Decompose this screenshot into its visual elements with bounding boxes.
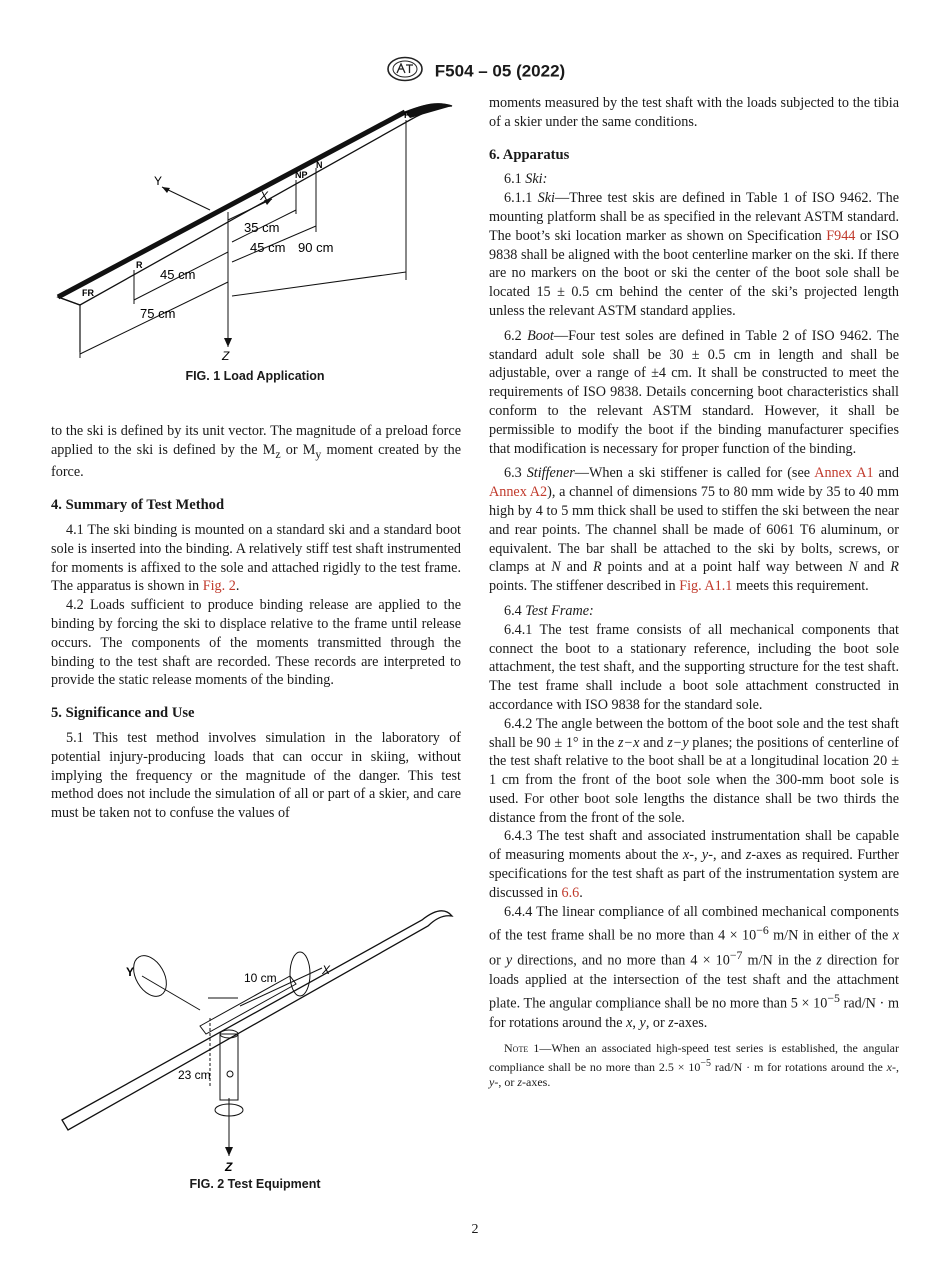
fig2-z-axis-label: Z: [225, 1160, 233, 1174]
paragraph-6-4-1: 6.4.1 The test frame consists of all mechanical components that connect the boot to a stationary reference, including the boot sole attachment, the test shaft, and the supporting structure for the test shaft. The test frame shall include a boot sole attachment constructed in accordance with ISO 9838 for the standard sole.: [489, 621, 899, 713]
section-6-heading: 6. Apparatus: [489, 146, 570, 163]
section-6-6-link[interactable]: 6.6: [561, 884, 580, 901]
figure-1-load-application: [50, 92, 470, 372]
fig1-point-n: N: [316, 160, 323, 170]
fig2-dim-23cm: 23 cm: [178, 1068, 211, 1082]
fig1-z-axis-label: Z: [222, 349, 230, 363]
page-number: 2: [471, 1222, 479, 1237]
paragraph-3-continued: to the ski is defined by its unit vector. The magnitude of a preload force applied to the ski is defined by the $M_z$ or $M_y$ moment created by the force.: [51, 423, 462, 481]
left-column-text: [51, 422, 461, 823]
fig1-y-axis-label: Y: [154, 174, 163, 188]
paragraph-6-1-1: 6.1.1 Ski—Three test skis are defined in Table 1 of ISO 9462. The mounting platform shall be as specified in the relevant ASTM standard. The boot’s ski location marker as shown on Specification F944 or ISO 9838 shall be aligned with the boot centerline marker on the ski. If there are no markers on the boot or ski the center of the boot sole shall be located 15 ± 0.5 cm behind the center of the ski’s projected length unless the relevant ASTM standard applies.: [489, 190, 900, 319]
paragraph-6-2: 6.2 Boot—Four test soles are defined in Table 2 of ISO 9462. The standard adult sole shall be 30 ± 0.5 cm in length and shall be adjustable, over a range of ±4 cm. It shall be constructed to meet the requirements of ISO 9838. Details concerning boot characteristics shall conform to the relevant ASTM standard. However, it shall be permissible to modify the boot if the binding manufacturer specifies that modification is necessary for proper function of the binding.: [489, 327, 900, 457]
paragraph-6-4-4: 6.4.4 The linear compliance of all combined mechanical components of the test frame shall be no more than $4 \times 10^{-6}$ m/N in either of the x or y directions, and no more than $4 \times 10^{-7}$ m/N in the z direction for loads applied at the intersection of the test shaft and the attachment plate. The angular compliance shall be no more than $5 \times 10^{-5}$ rad/N · m for rotations around the x, y, or z-axes.: [489, 903, 900, 1031]
fig1-point-f: F: [404, 110, 410, 120]
paragraph-5-1-continued: moments measured by the test shaft with the loads subjected to the tibia of a skier under the same conditions.: [489, 95, 899, 130]
standard-designation: F504 – 05 (2022): [434, 61, 566, 81]
fig-a1-1-link[interactable]: Fig. A1.1: [679, 578, 733, 595]
fig1-dim-90cm: 90 cm: [298, 240, 334, 255]
fig1-point-np: NP: [295, 170, 308, 180]
fig2-x-axis-label: X: [322, 963, 331, 977]
paragraph-6-1: 6.1 Ski:: [504, 171, 548, 188]
fig1-dim-45cm-a: 45 cm: [250, 240, 286, 255]
paragraph-5-1: 5.1 This test method involves simulation in the laboratory of potential injury-producing loads that can occur in skiing, without implying the frequency or the magnitude of the danger. This test method does not include the simulation of all or part of a skier, and care must be taken not to confuse the values of: [51, 729, 461, 822]
figure-2-caption: FIG. 2 Test Equipment: [189, 1177, 321, 1191]
fig1-x-axis-label: X: [260, 189, 269, 203]
fig1-point-r: R: [136, 260, 143, 270]
fig-2-link[interactable]: Fig. 2: [202, 578, 236, 595]
paragraph-6-3: 6.3 Stiffener—When a ski stiffener is called for (see Annex A1 and Annex A2), a channel of dimensions 75 to 80 mm wide by 35 to 40 mm high by 4 to 5 mm thick shall be used to stiffen the ski between the near and rear points. The channel shall be made of 6061 T6 aluminum, or equivalent. The bar shall be attached to the ski by bolts, screws, or clamps at N and R points and at a point half way between N and R points. The stiffener described in Fig. A1.1 meets this requirement.: [489, 465, 899, 595]
figure-2-test-equipment: [50, 898, 470, 1178]
paragraph-4-2: 4.2 Loads sufficient to produce binding release are applied to the binding by forcing the ski to displace relative to the frame until release occurs. The components of the moments transmitted through the binding to the test shaft are recorded. These records are interpreted to provide the static release moments of the binding.: [51, 597, 461, 689]
fig1-dim-45cm-b: 45 cm: [160, 267, 196, 282]
fig1-point-fr: FR: [82, 288, 94, 298]
section-4-heading: 4. Summary of Test Method: [51, 497, 225, 514]
annex-a1-link[interactable]: Annex A1: [814, 465, 874, 482]
section-5-heading: 5. Significance and Use: [51, 705, 195, 722]
note-1: Note 1—When an associated high-speed test series is established, the angular compliance shall be no more than $2.5 \times 10^{-5}$ rad/N · m for rotations around the x-, y-, or z-axes.: [489, 1040, 899, 1089]
fig2-dim-10cm: 10 cm: [244, 971, 277, 985]
page-header: [0, 56, 950, 87]
paragraph-6-4: 6.4 Test Frame:: [504, 602, 594, 619]
figure-1-caption: FIG. 1 Load Application: [185, 369, 325, 383]
f944-link[interactable]: F944: [826, 227, 856, 244]
right-column-text: [489, 94, 899, 1090]
paragraph-6-4-3: 6.4.3 The test shaft and associated instrumentation shall be capable of measuring moments about the x-, y-, and z-axes as required. Further specifications for the test shaft as part of the instrumentation system are discussed in 6.6.: [489, 828, 899, 901]
fig1-dim-35cm: 35 cm: [244, 220, 280, 235]
paragraph-4-1: 4.1 The ski binding is mounted on a standard ski and a standard boot sole is inserted into the binding. A relatively stiff test shaft instrumented for moments is affixed to the sole and attached rigidly to the test frame. The apparatus is shown in Fig. 2.: [51, 522, 461, 595]
annex-a2-link[interactable]: Annex A2: [489, 484, 548, 501]
fig1-dim-75cm: 75 cm: [140, 306, 176, 321]
fig2-y-axis-label: Y: [126, 965, 135, 979]
paragraph-6-4-2: 6.4.2 The angle between the bottom of the boot sole and the test shaft shall be 90 ± 1° in the z−x and z−y planes; the positions of centerline of the test shaft relative to the boot shall be at a longitudinal location 20 ± 1 cm from the front of the boot sole when the 300-mm boot sole is used. For other boot sole lengths the distance shall be two thirds the distance from the front of the sole.: [489, 715, 899, 826]
astm-logo-icon: [385, 56, 425, 87]
